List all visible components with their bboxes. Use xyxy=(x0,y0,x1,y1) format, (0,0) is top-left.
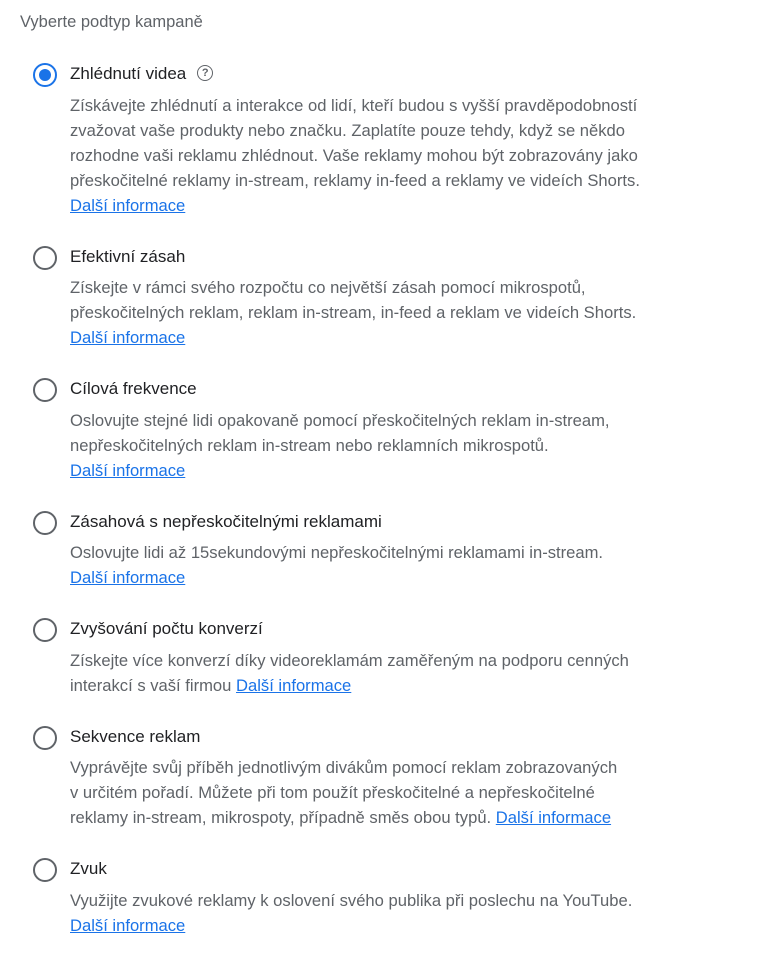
option-description: Oslovujte lidi až 15sekundovými nepřeskočitelnými reklamami in-stream. Další informace xyxy=(70,543,604,587)
option-description: Využijte zvukové reklamy k oslovení svého publika při poslechu na YouTube. Další informace xyxy=(70,891,633,935)
radio-drive-conversions[interactable] xyxy=(33,618,57,642)
option-title: Cílová frekvence xyxy=(70,379,197,398)
option-title: Sekvence reklam xyxy=(70,727,201,746)
option-description: Oslovujte stejné lidi opakovaně pomocí přeskočitelných reklam in-stream, nepřeskočitelných reklam in-stream nebo reklamních mikrospotů. Další informace xyxy=(70,411,610,480)
radio-target-frequency[interactable] xyxy=(33,378,57,402)
option-title: Efektivní zásah xyxy=(70,247,186,266)
radio-non-skippable-reach[interactable] xyxy=(33,511,57,535)
learn-more-link[interactable]: Další informace xyxy=(70,328,186,347)
option-title: Zásahová s nepřeskočitelnými reklamami xyxy=(70,512,382,531)
section-heading: Vyberte podtyp kampaně xyxy=(20,13,203,31)
option-title: Zvyšování počtu konverzí xyxy=(70,619,263,638)
learn-more-link[interactable]: Další informace xyxy=(70,461,186,480)
learn-more-link[interactable]: Další informace xyxy=(70,916,186,935)
option-title: Zvuk xyxy=(70,859,107,878)
option-description: Vyprávějte svůj příběh jednotlivým divákům pomocí reklam zobrazovaných v určitém pořadí. Můžete při tom použít přeskočitelné a nepřeskočitelné reklamy in-stream, mikrospoty, případně směs obou typů. Další informace xyxy=(70,758,618,827)
learn-more-link[interactable]: Další informace xyxy=(236,676,352,695)
radio-audio[interactable] xyxy=(33,858,57,882)
learn-more-link[interactable]: Další informace xyxy=(70,196,186,215)
option-description: Získejte více konverzí díky videoreklamám zaměřeným na podporu cenných interakcí s vaší firmou Další informace xyxy=(70,651,629,695)
help-icon[interactable]: ? xyxy=(197,65,213,81)
option-description: Získejte v rámci svého rozpočtu co největší zásah pomocí mikrospotů, přeskočitelných reklam, reklam in-stream, in-feed a reklam ve videích Shorts. Další informace xyxy=(70,278,637,347)
learn-more-link[interactable]: Další informace xyxy=(70,568,186,587)
radio-efficient-reach[interactable] xyxy=(33,246,57,270)
option-title: Zhlédnutí videa ? xyxy=(70,62,213,86)
radio-video-views[interactable] xyxy=(33,63,57,87)
radio-ad-sequence[interactable] xyxy=(33,726,57,750)
option-description: Získávejte zhlédnutí a interakce od lidí, kteří budou s vyšší pravděpodobností zvažovat vaše produkty nebo značku. Zaplatíte pouze tehdy, když se někdo rozhodne vaši reklamu zhlédnout. Vaše reklamy mohou být zobrazovány jako přeskočitelné reklamy in-stream, reklamy in-feed a reklamy ve videích Shorts. Další informace xyxy=(70,96,640,215)
learn-more-link[interactable]: Další informace xyxy=(495,808,612,827)
